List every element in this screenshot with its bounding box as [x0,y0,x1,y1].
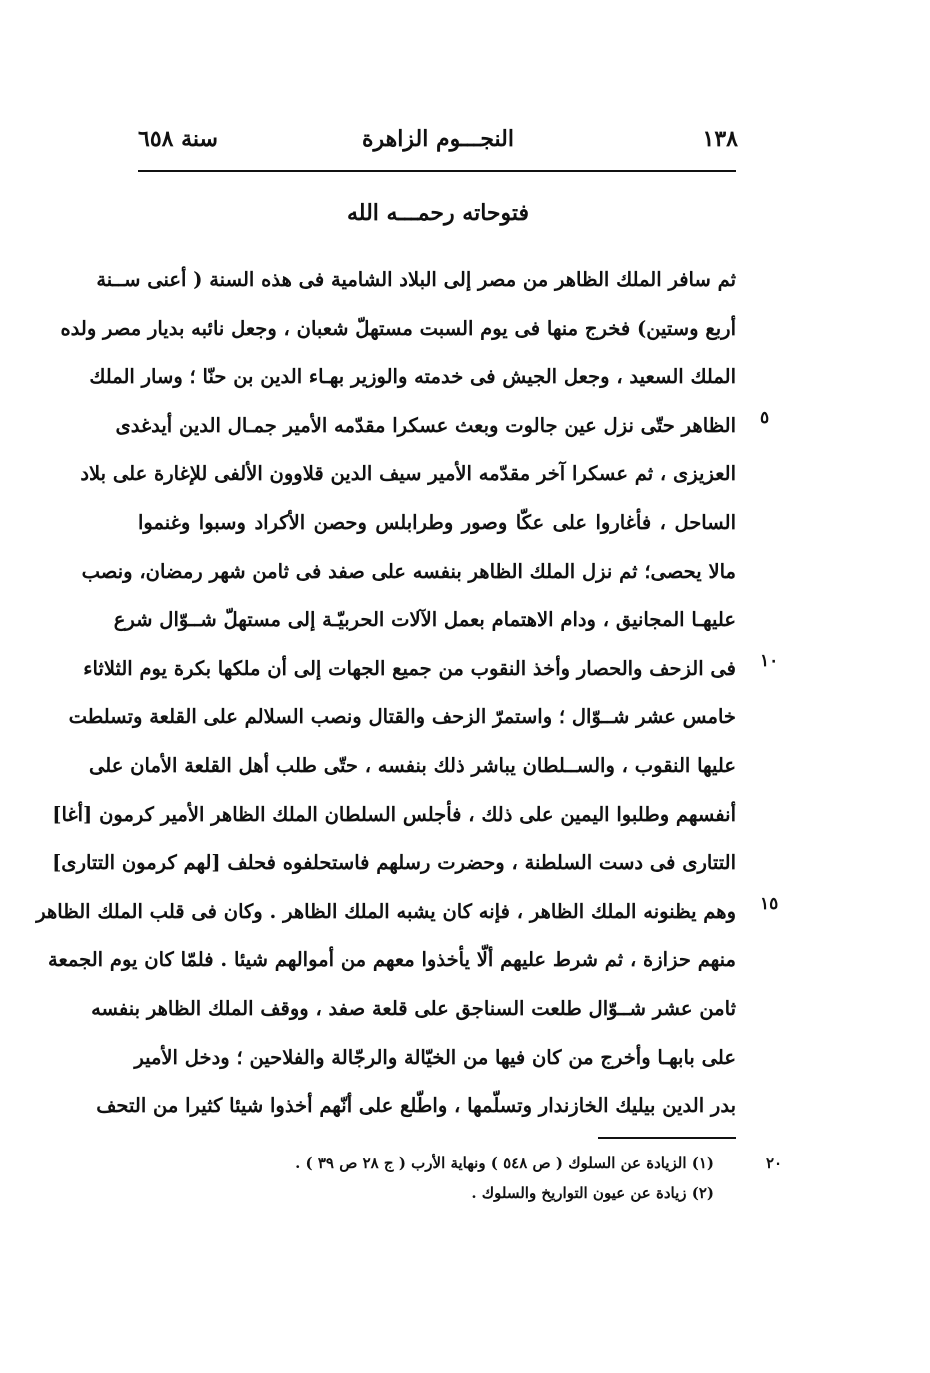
text-line: العزيزى ، ثم عسكرا آخر مقدّمه الأمير سيف الدين قلاوون الألفى للإغارة على بلاد [80,462,736,486]
footnote: (١) الزيادة عن السلوك ( ص ٥٤٨ ) ونهاية الأرب ( ج ٢٨ ص ٣٩ ) . [295,1154,714,1172]
text-line: أربع وستين) فخرج منها فى يوم السبت مستهلّ شعبان ، وجعل نائبه بديار مصر ولده [60,316,736,340]
text-line: ثم سافر الملك الظاهر من مصر إلى البلاد الشامية فى هذه السنة ( أعنى ســنة [96,268,736,291]
section-title: فتوحاته رحمـــه الله [346,200,530,226]
body-text [36,256,736,1131]
text-line: خامس عشر شــوّال ؛ واستمرّ الزحف والقتال ونصب السلالم على القلعة وتسلطت [68,705,736,729]
running-title: النجـــوم الزاهرة [362,126,514,152]
footnote-rule [598,1137,736,1139]
text-line: ثامن عشر شــوّال طلعت السناجق على قلعة صفد ، ووقف الملك الظاهر بنفسه [91,996,736,1020]
year-label: سنة ٦٥٨ [138,126,218,152]
text-line: على بابهـا وأخرج من كان فيها من الخيّالة والرجّالة والفلاحين ؛ ودخل الأمير [134,1045,736,1069]
text-line: أنفسهم وطلبوا اليمين على ذلك ، فأجلس السلطان الملك الظاهر الأمير كرمون [أغا] [52,802,736,826]
footnote: (٢) زيادة عن عيون التواريخ والسلوك . [471,1184,714,1202]
text-line: الظاهر حتّى نزل عين جالوت وبعث عسكرا مقدّمه الأمير جمـال الدين أيدغدى [115,413,736,437]
line-number-10: ١٠ [760,651,779,671]
text-line: الساحل ، فأغاروا على عكّا وصور وطرابلس وحصن الأكراد وسبوا وغنموا [138,510,736,534]
footnotes [138,1148,714,1208]
text-line: عليهـا المجانيق ، ودام الاهتمام بعمل الآلات الحربيّـة إلى مستهلّ شــوّال شرع [113,608,736,632]
text-line: وهم يظنونه الملك الظاهر ، فإنه كان يشبه الملك الظاهر . وكان فى قلب الملك الظاهر [36,899,736,923]
header-rule [138,170,736,172]
page-number: ١٣٨ [702,126,738,152]
running-header [138,126,738,160]
text-line: فى الزحف والحصار وأخذ النقوب من جميع الجهات إلى أن ملكها بكرة يوم الثلاثاء [83,656,736,680]
text-line: التتارى فى دست السلطنة ، وحضرت رسلهم فاستحلفوه فحلف [لهم كرمون التتارى] [52,851,736,875]
text-line: منهم حزازة ، ثم شرط عليهم ألّا يأخذوا معهم من أموالهم شيئا . فلمّا كان يوم الجمعة [48,948,736,972]
line-number-15: ١٥ [760,894,779,914]
text-line: مالا يحصى؛ ثم نزل الملك الظاهر بنفسه على صفد فى ثامن شهر رمضان، ونصب [81,559,736,583]
text-line: الملك السعيد ، وجعل الجيش فى خدمته والوزير بهـاء الدين بن حنّا ؛ وسار الملك [89,365,736,389]
line-number-5: ٥ [760,408,770,428]
text-line: بدر الدين بيليك الخازندار وتسلّمها ، واطّلع على أنّهم أخذوا شيئا كثيرا من التحف [96,1094,736,1118]
line-number-20: ٢٠ [766,1154,783,1172]
text-line: عليها النقوب ، والســلطان يباشر ذلك بنفسه ، حتّى طلب أهل القلعة الأمان على [89,753,736,777]
